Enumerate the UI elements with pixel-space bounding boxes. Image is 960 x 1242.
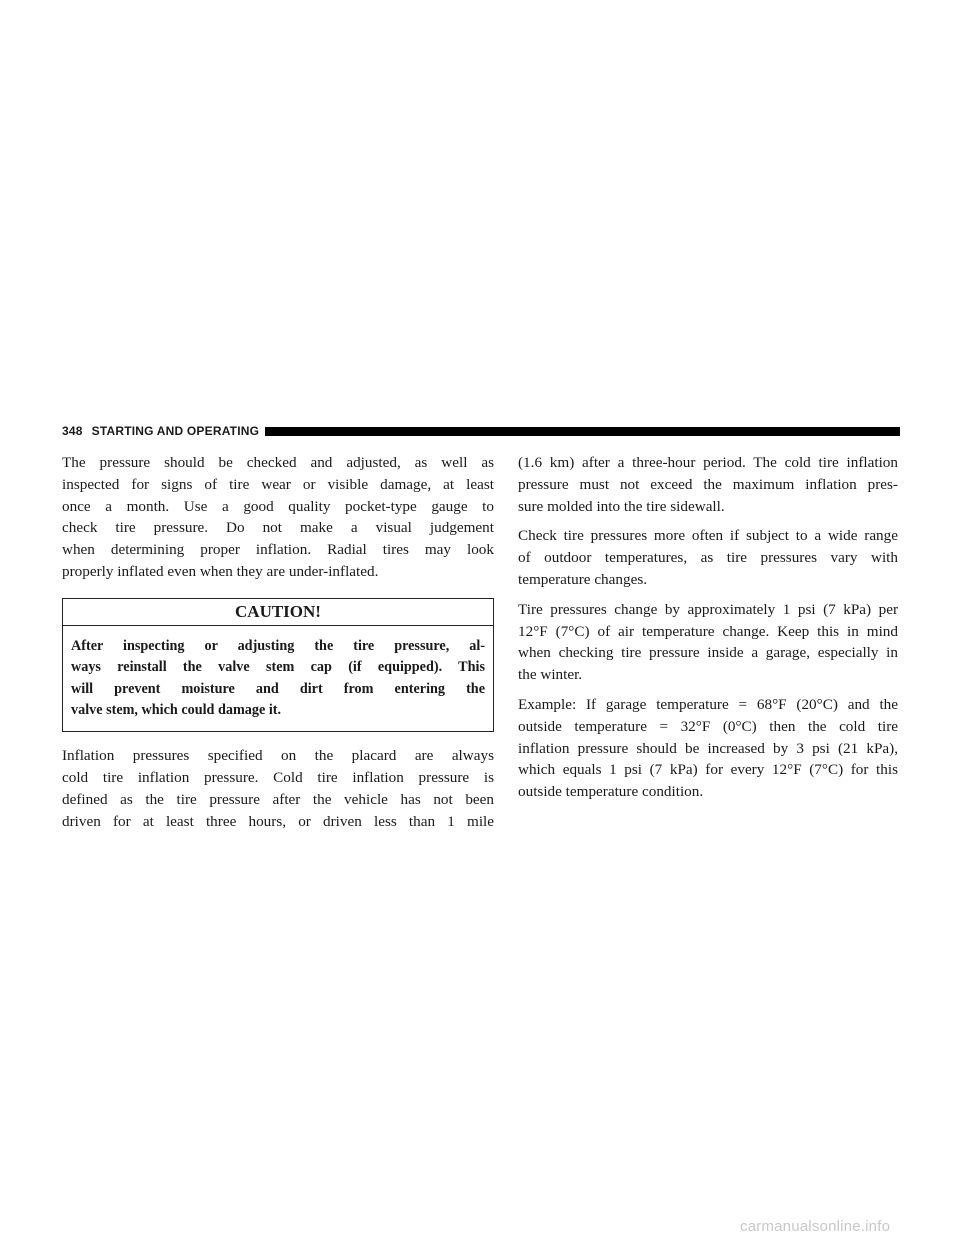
caution-box: [62, 598, 494, 733]
paragraph-cold-tire: [518, 452, 898, 517]
caution-body: [63, 626, 493, 732]
left-column: [62, 452, 494, 841]
text-line: when determining proper inflation. Radial tires may look: [62, 541, 494, 559]
text-line: inspected for signs of tire wear or visible damage, at least: [62, 475, 494, 493]
text-line: Example: If garage temperature = 68°F (20°C) and the: [518, 695, 898, 713]
page-number: 348: [62, 424, 83, 438]
text-line: inflation pressure should be increased by 3 psi (21 kPa),: [518, 739, 898, 757]
paragraph-inflation-pressures: [62, 745, 494, 832]
text-line: the winter.: [518, 666, 583, 684]
text-line: cold tire inflation pressure. Cold tire inflation pressure is: [62, 769, 494, 787]
text-line: driven for at least three hours, or driven less than 1 mile: [62, 812, 494, 830]
paragraph-pressure-change: [518, 599, 898, 686]
text-line: The pressure should be checked and adjusted, as well as: [62, 454, 494, 471]
caution-line: After inspecting or adjusting the tire pressure, al-: [71, 637, 485, 654]
text-line: outside temperature = 32°F (0°C) then the cold tire: [518, 717, 898, 735]
caution-line: will prevent moisture and dirt from entering the: [71, 680, 485, 697]
paragraph-pressure-check: [62, 452, 494, 583]
text-line: check tire pressure. Do not make a visual judgement: [62, 519, 494, 537]
header-rule: [265, 427, 900, 436]
text-line: outside temperature condition.: [518, 783, 704, 801]
page-header: [62, 424, 900, 438]
text-line: Inflation pressures specified on the placard are always: [62, 747, 494, 765]
caution-line: ways reinstall the valve stem cap (if equipped). This: [71, 659, 485, 676]
text-line: (1.6 km) after a three-hour period. The cold tire inflation: [518, 454, 898, 471]
caution-line: valve stem, which could damage it.: [71, 702, 282, 718]
section-title: STARTING AND OPERATING: [91, 424, 260, 438]
text-line: sure molded into the tire sidewall.: [518, 497, 725, 515]
text-line: which equals 1 psi (7 kPa) for every 12°F (7°C) for this: [518, 761, 898, 779]
caution-title: CAUTION!: [63, 599, 493, 626]
right-column: [518, 452, 898, 811]
text-line: once a month. Use a good quality pocket-type gauge to: [62, 497, 494, 515]
text-line: of outdoor temperatures, as tire pressures vary with: [518, 549, 898, 567]
text-line: Check tire pressures more often if subject to a wide range: [518, 527, 898, 545]
text-line: Tire pressures change by approximately 1 psi (7 kPa) per: [518, 600, 898, 618]
text-line: when checking tire pressure inside a garage, especially in: [518, 644, 898, 662]
paragraph-check-often: [518, 525, 898, 590]
text-line: properly inflated even when they are under-inflated.: [62, 562, 379, 580]
text-line: temperature changes.: [518, 570, 648, 588]
paragraph-example: [518, 694, 898, 803]
text-line: defined as the tire pressure after the vehicle has not been: [62, 791, 494, 808]
text-line: pressure must not exceed the maximum inflation pres-: [518, 475, 898, 493]
watermark: carmanualsonline.info: [740, 1218, 891, 1235]
text-line: 12°F (7°C) of air temperature change. Keep this in mind: [518, 622, 898, 640]
